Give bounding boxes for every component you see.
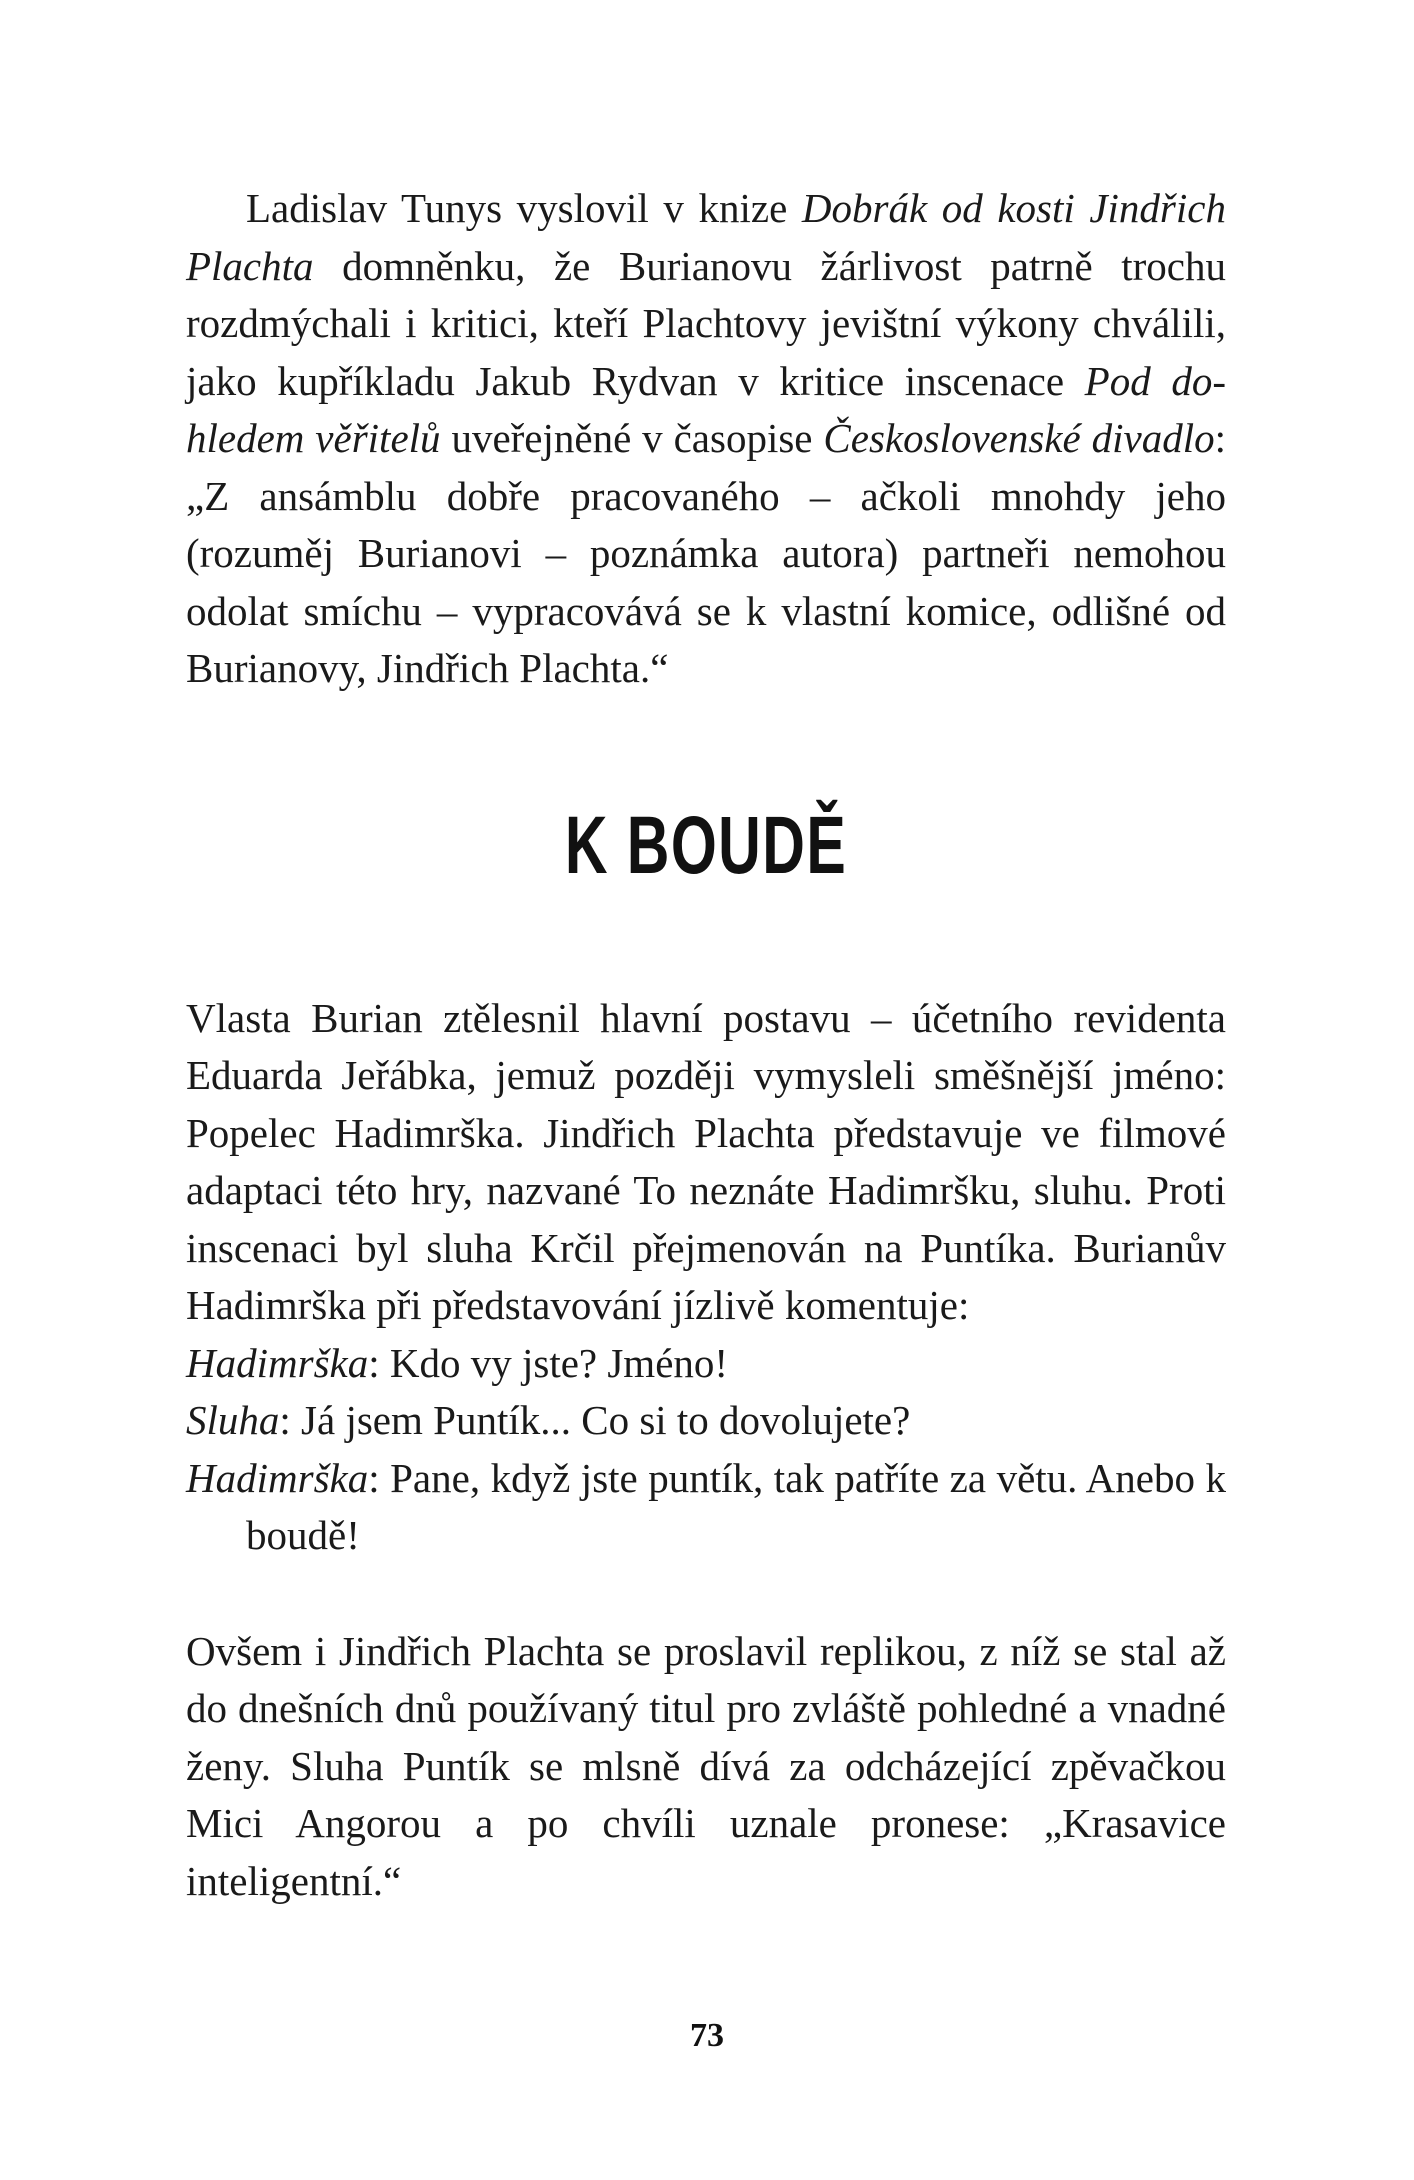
dialogue-speaker: Sluha <box>186 1397 280 1443</box>
paragraph-1-text-b: domněnku, že Burianovu žárlivost patrně trochu rozdmýchali i kritici, kteří Plachtovy jevištní výkony chválili, jako kupříkladu Jakub Rydvan v kritice inscenace <box>186 242 1226 404</box>
dialogue-speaker: Hadimrška <box>186 1339 369 1386</box>
dialogue-text: : Já jsem Puntík... Co si to dovolujete? <box>279 1397 911 1443</box>
dialogue-line-3 <box>186 1450 1226 1565</box>
paragraph-1-text-c: uveřejněné v časopise <box>440 415 824 461</box>
paragraph-1 <box>186 180 1226 698</box>
paragraph-2: Vlasta Burian ztělesnil hlavní postavu – účetního revidenta Eduarda Jeřábka, jemuž později vymysleli směšnější jméno: Popelec Hadimrška. Jindřich Plachta představuje ve filmové adaptaci této hry, nazvané To neznáte Hadimršku, sluhu. Proti inscenaci byl sluha Krčil přejmenován na Puntíka. Burianův Hadimrška při představování jízlivě komentuje: <box>186 994 1226 1328</box>
dialogue-line-1 <box>186 1335 1226 1393</box>
page-body <box>186 180 1226 1910</box>
dialogue-block <box>186 1335 1226 1565</box>
dialogue-text: : Pane, když jste puntík, tak patříte za větu. Anebo k boudě! <box>246 1454 1226 1558</box>
dialogue-text: : Kdo vy jste? Jméno! <box>368 1339 729 1386</box>
play-title: Pod dohledem věřitelů <box>186 357 1226 461</box>
book-title: Dobrák od kosti Jindřich Plachta <box>186 185 1226 289</box>
section-gap <box>186 1565 1226 1623</box>
magazine-title: Československé divadlo <box>823 415 1215 461</box>
paragraph-1-text-d: : „Z ansámblu dobře pracovaného – ačkoli mnohdy jeho (rozuměj Burianovi – poznámka autora) partneři nemohou odolat smíchu – vypracovává se k vlastní komice, odlišné od Burianovy, Jindřich Plachta.“ <box>186 415 1226 691</box>
paragraph-3: Ovšem i Jindřich Plachta se proslavil replikou, z níž se stal až do dnešních dnů používaný titul pro zvláště pohledné a vnadné ženy. Sluha Puntík se mlsně dívá za odcházející zpěvačkou Mici Angorou a po chvíli uznale pronese: „Krasavice inteligentní.“ <box>186 1627 1226 1904</box>
dialogue-line-2 <box>186 1392 1226 1450</box>
dialogue-speaker: Hadimrška <box>186 1454 369 1501</box>
page-number: 73 <box>690 2017 724 2054</box>
paragraph-1-text-a: Ladislav Tunys vyslovil v knize <box>246 185 802 231</box>
chapter-heading: K BOUDĚ <box>564 799 848 891</box>
